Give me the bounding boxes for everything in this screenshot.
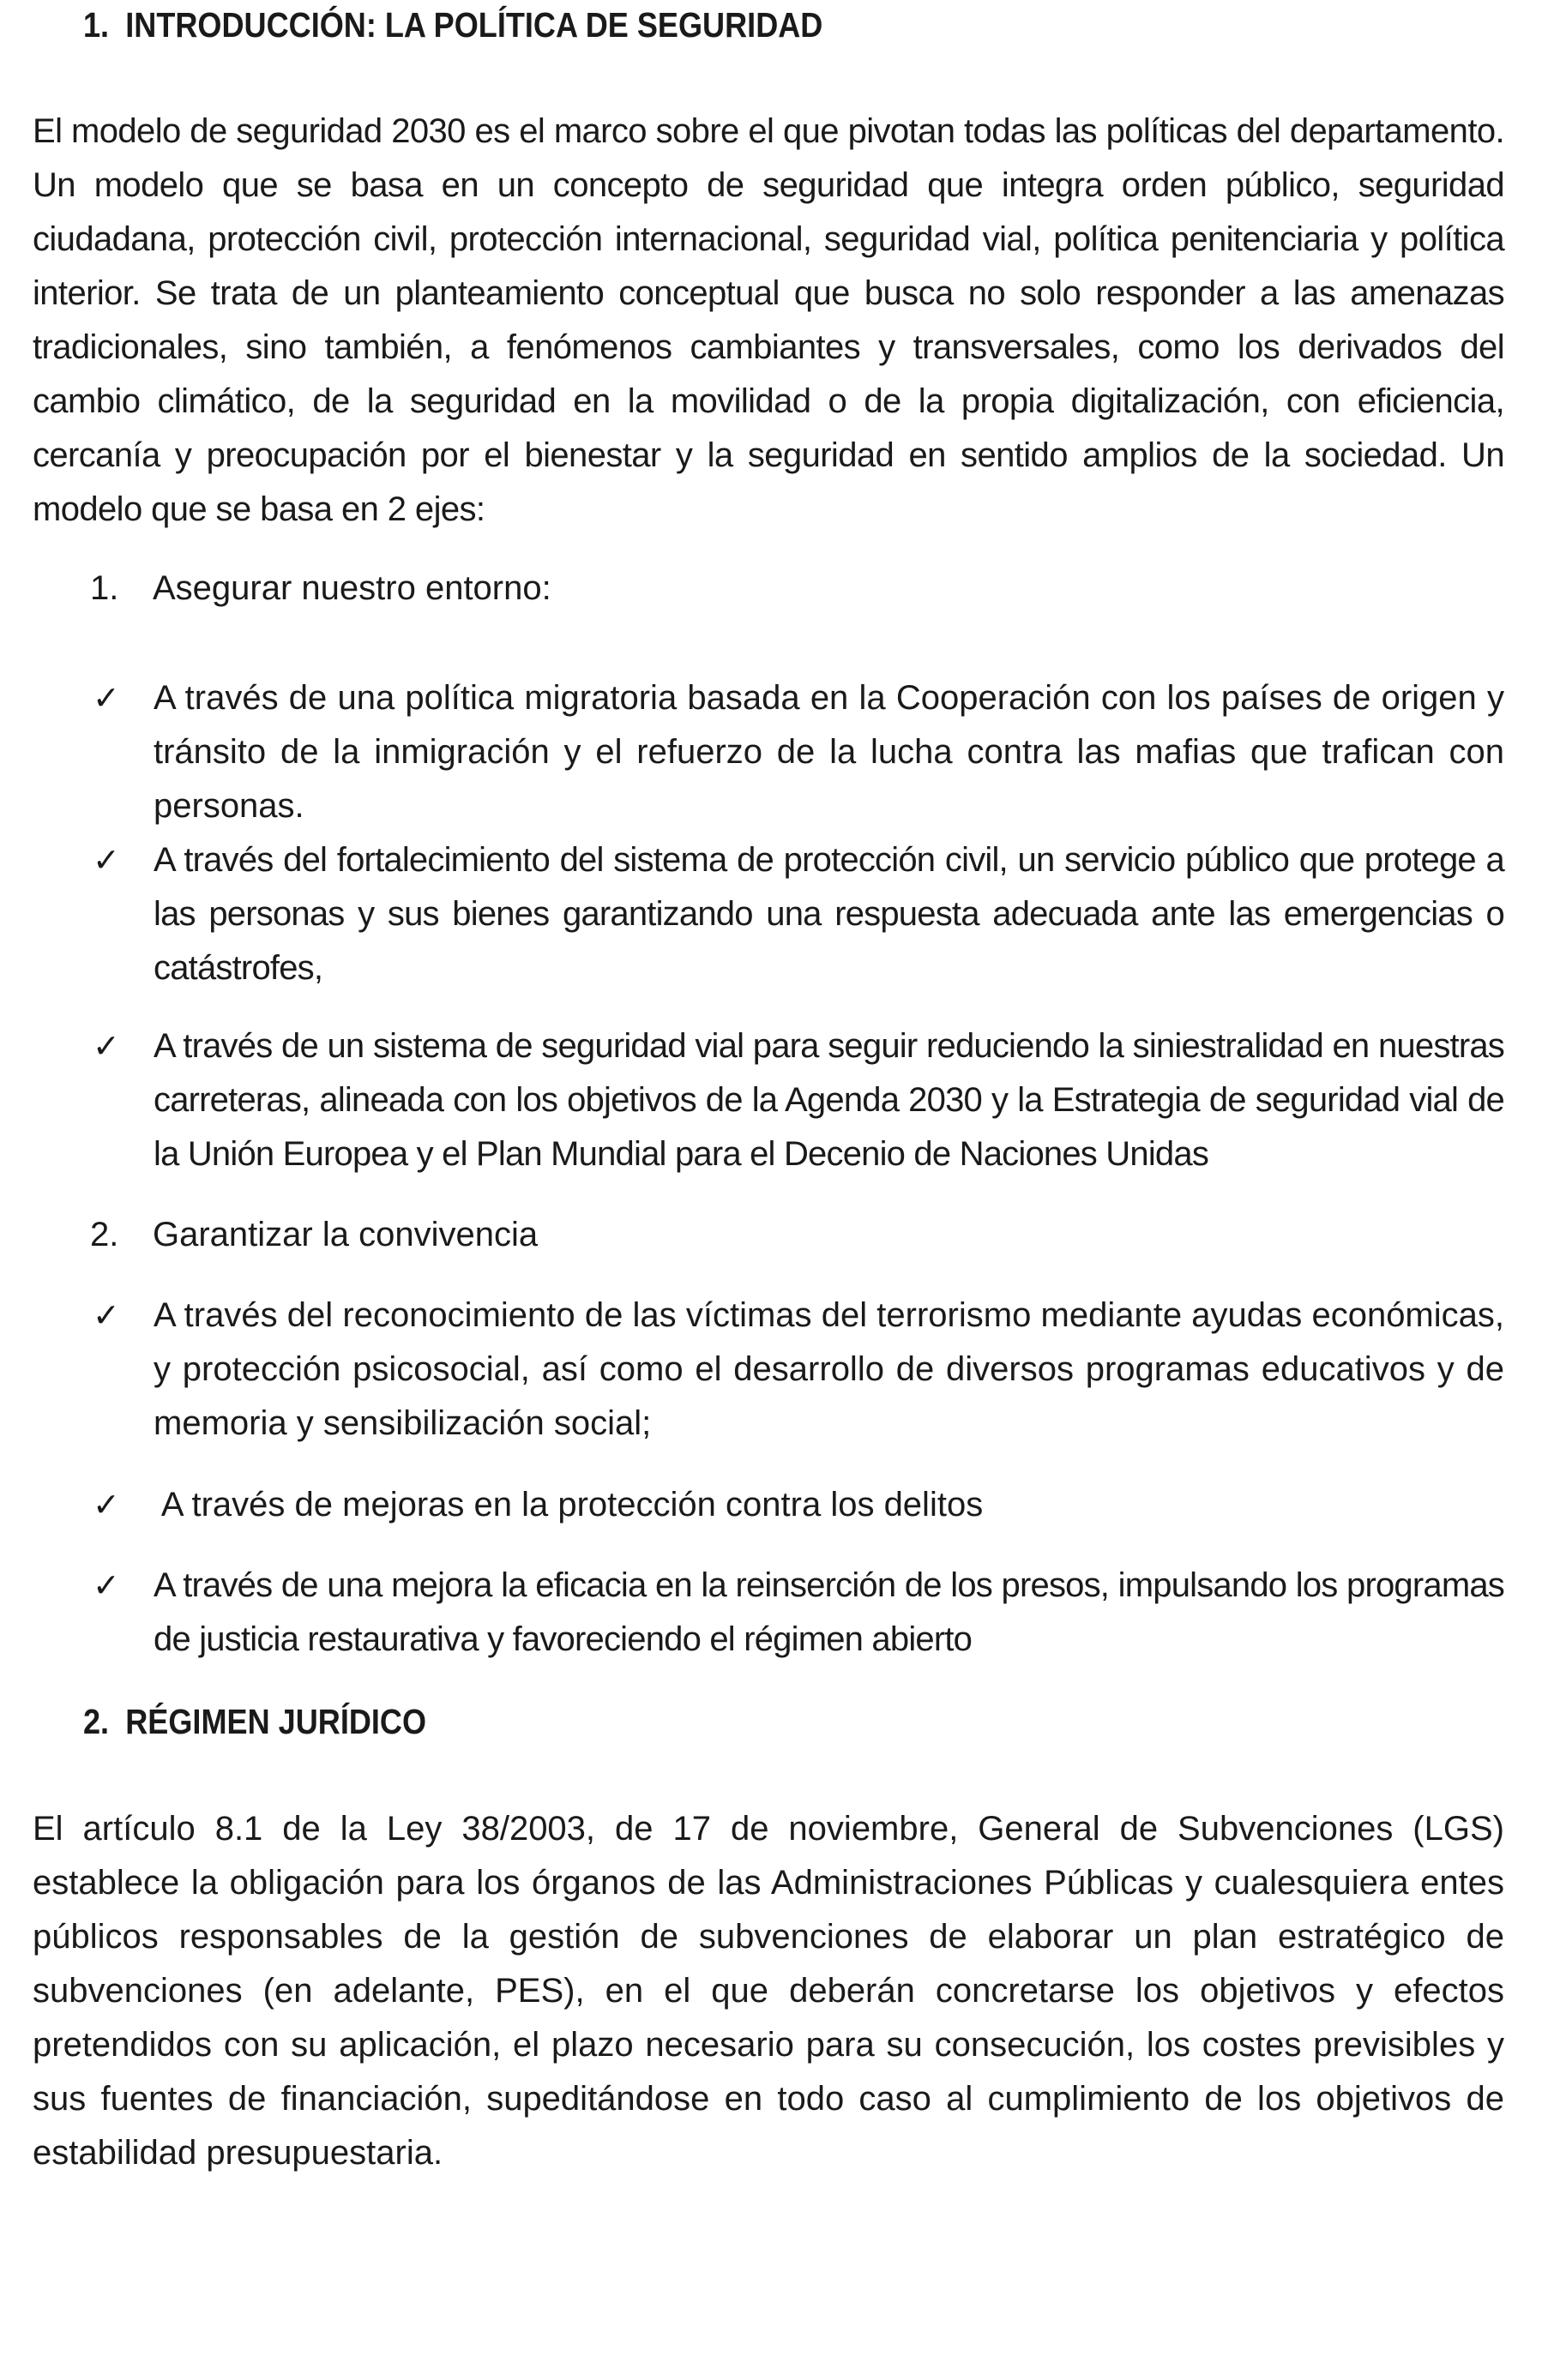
axis-2-item-3 — [33, 1559, 1504, 1667]
axis-2-heading — [90, 1208, 538, 1262]
axis-1-heading — [90, 562, 551, 616]
section-2-heading — [33, 1700, 426, 1743]
axis-1-item-3 — [33, 1019, 1504, 1181]
axis-2-item-3-text: A través de una mejora la eficacia en la reinserción de los presos, impulsando los programas de justicia restaurativa y favoreciendo el régimen abierto — [154, 1566, 1504, 1658]
axis-2-number: 2. — [90, 1216, 119, 1253]
check-icon: ✓ — [93, 1486, 120, 1524]
axis-1-item-2-text: A través del fortalecimiento del sistema de protección civil, un servicio público que protege a las personas y sus bienes garantizando una respuesta adecuada ante las emergencias o catástrofes, — [154, 841, 1504, 987]
check-icon: ✓ — [93, 1566, 120, 1604]
axis-2-item-2 — [33, 1478, 1504, 1532]
axis-2-item-1 — [33, 1289, 1504, 1451]
check-icon: ✓ — [93, 679, 120, 717]
check-icon: ✓ — [93, 1027, 120, 1065]
section-2-number: 2. — [82, 1702, 110, 1741]
check-icon: ✓ — [93, 1296, 120, 1334]
axis-2-label: Garantizar la convivencia — [153, 1216, 539, 1253]
axis-1-item-3-text: A través de un sistema de seguridad vial para seguir reduciendo la siniestralidad en nuestras carreteras, alineada con los objetivos de la Agenda 2030 y la Estrategia de seguridad vial de la Unión Europea y el Plan Mundial para el Decenio de Naciones Unidas — [154, 1027, 1504, 1173]
axis-1-label: Asegurar nuestro entorno: — [153, 569, 551, 607]
check-icon: ✓ — [93, 841, 120, 879]
axis-1-number: 1. — [90, 569, 119, 607]
section-1-number: 1. — [82, 5, 110, 45]
axis-1-item-1 — [33, 671, 1504, 833]
section-2-body-paragraph: El artículo 8.1 de la Ley 38/2003, de 17 de noviembre, General de Subvenciones (LGS) establece la obligación para los órganos de las Administraciones Públicas y cualesquiera entes públicos responsables de la gestión de subvenciones de elaborar un plan estratégico de subvenciones (en adelante, PES), en el que deberán concretarse los objetivos y efectos pretendidos con su aplicación, el plazo necesario para su consecución, los costes previsibles y sus fuentes de financiación, supeditándose en todo caso al cumplimiento de los objetivos de estabilidad presupuestaria. — [33, 1810, 1504, 2172]
section-1-intro-paragraph: El modelo de seguridad 2030 es el marco sobre el que pivotan todas las políticas del departamento. Un modelo que se basa en un concepto de seguridad que integra orden público, seguridad ciudadana, protección civil, protección internacional, seguridad vial, política penitenciaria y política interior. Se trata de un planteamiento conceptual que busca no solo responder a las amenazas tradicionales, sino también, a fenómenos cambiantes y transversales, como los derivados del cambio climático, de la seguridad en la movilidad o de la propia digitalización, con eficiencia, cercanía y preocupación por el bienestar y la seguridad en sentido amplios de la sociedad. Un modelo que se basa en 2 ejes: — [33, 112, 1504, 528]
section-1-heading — [33, 3, 822, 46]
axis-2-item-2-text: A través de mejoras en la protección contra los delitos — [154, 1486, 984, 1524]
axis-1-item-1-text: A través de una política migratoria basada en la Cooperación con los países de origen y tránsito de la inmigración y el refuerzo de la lucha contra las mafias que trafican con personas. — [154, 679, 1504, 825]
axis-1-item-2 — [33, 833, 1504, 995]
axis-2-item-1-text: A través del reconocimiento de las víctimas del terrorismo mediante ayudas económicas, y protección psicosocial, así como el desarrollo de diversos programas educativos y de memoria y sensibilización social; — [154, 1296, 1504, 1442]
section-1-title: INTRODUCCIÓN: LA POLÍTICA DE SEGURIDAD — [125, 5, 823, 45]
section-2-title: RÉGIMEN JURÍDICO — [125, 1702, 427, 1741]
